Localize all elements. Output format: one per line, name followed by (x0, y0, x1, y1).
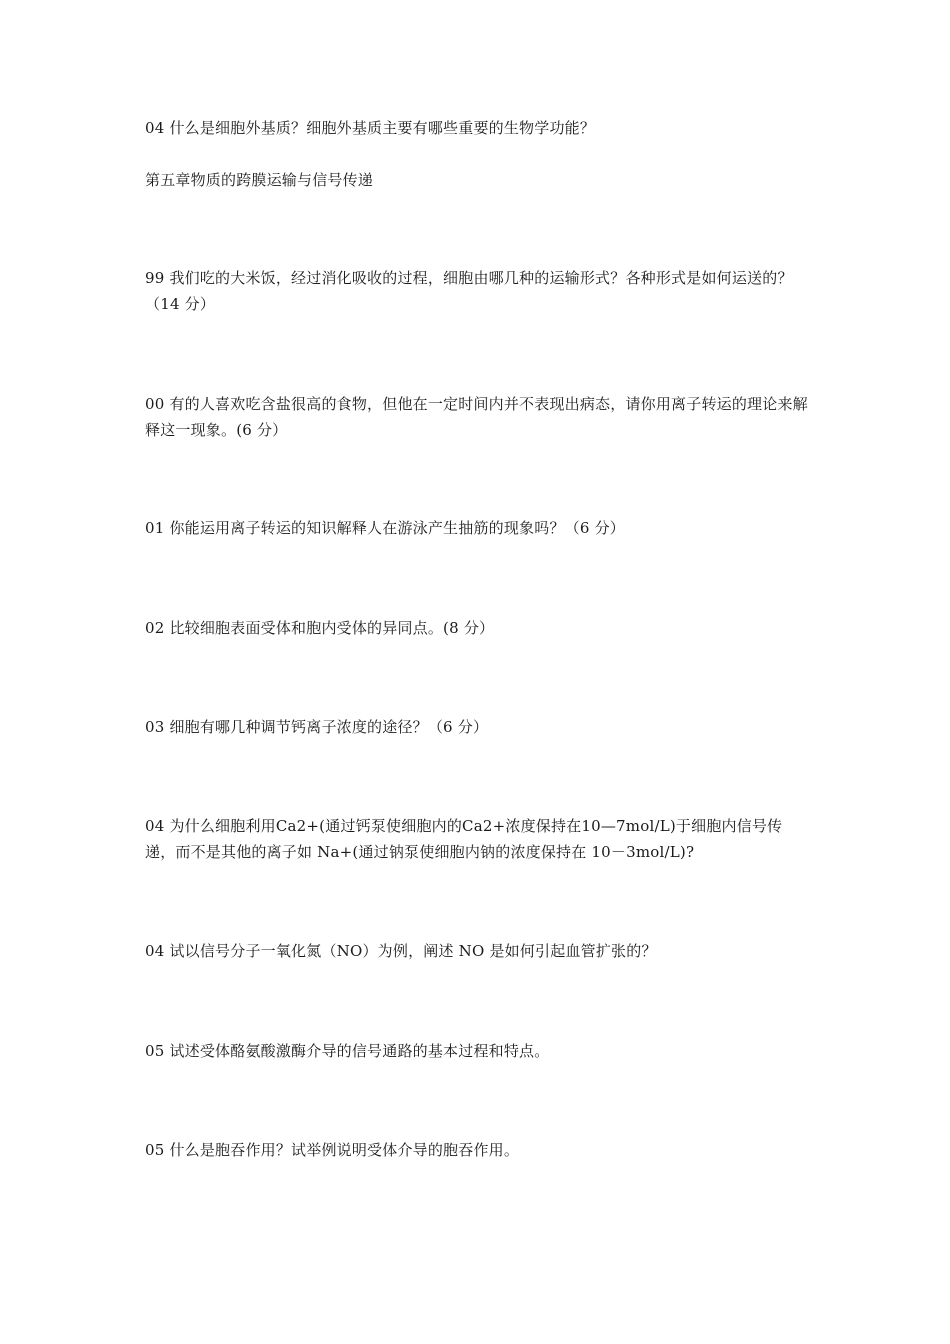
question-01-swimming-cramp: 01 你能运用离子转运的知识解释人在游泳产生抽筋的现象吗？（6 分） (145, 519, 625, 537)
chapter-heading: 第五章物质的跨膜运输与信号传递 (145, 171, 374, 189)
question-02-receptors: 02 比较细胞表面受体和胞内受体的异同点。(8 分） (145, 619, 495, 637)
question-05-endocytosis: 05 什么是胞吞作用？试举例说明受体介导的胞吞作用。 (145, 1141, 520, 1159)
question-05-rtk: 05 试述受体酪氨酸激酶介导的信号通路的基本过程和特点。 (145, 1042, 550, 1060)
question-04-ecm: 04 什么是细胞外基质？细胞外基质主要有哪些重要的生物学功能？ (145, 119, 596, 137)
question-04-ca-signaling: 04 为什么细胞利用Ca2+(通过钙泵使细胞内的Ca2+浓度保持在10—7mol/L)于细胞内信号传递，而不是其他的离子如 Na+(通过钠泵使细胞内钠的浓度保持在 10－3mol/L)? (145, 817, 783, 861)
question-04-no: 04 试以信号分子一氧化氮（NO）为例，阐述 NO 是如何引起血管扩张的？ (145, 942, 657, 960)
question-99-transport: 99 我们吃的大米饭，经过消化吸收的过程，细胞由哪几种的运输形式？各种形式是如何运送的？（14 分） (145, 269, 793, 313)
question-00-salt: 00 有的人喜欢吃含盐很高的食物，但他在一定时间内并不表现出病态，请你用离子转运的理论来解释这一现象。(6 分） (145, 395, 808, 439)
question-03-calcium: 03 细胞有哪几种调节钙离子浓度的途径？（6 分） (145, 718, 489, 736)
